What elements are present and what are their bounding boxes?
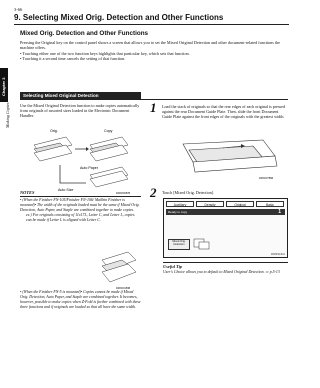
mixed-original-icon — [193, 237, 211, 251]
chapter-tab-label: Chapter 3 — [1, 77, 6, 96]
page-number: 3-66 — [14, 7, 23, 12]
note-text: • (When the Finisher FN-105/Finisher FN-106/ Mailbin Finisher is mounted)• The width of the originals loaded must be the same if Mixed Orig. Detection, Auto Paper, and Staple are combined together to make copies. — [20, 198, 140, 212]
diagram-label-auto-size: Auto Size — [58, 188, 74, 192]
tab-density[interactable]: Density — [196, 201, 224, 207]
original-stack-icon — [34, 137, 72, 161]
intro-bullet: • Touching it a second time cancels the setting of that function. — [20, 55, 126, 61]
note-item — [20, 198, 141, 223]
figure-code: 4663O0153B — [116, 287, 131, 290]
arrow-head-icon — [86, 147, 89, 151]
figure-code: 4663P113CA — [270, 253, 285, 256]
sidebar-section-label: Making Copies — [5, 102, 10, 128]
mixed-orig-detection-button[interactable]: Mixed Orig. Detection — [168, 239, 190, 250]
tab-basic[interactable]: Basic — [256, 201, 284, 207]
note-example: ex.) For originals consisting of 11x17L, Letter C, and Letter L, copies can be made if Letter L is aligned with Letter C. — [26, 213, 135, 222]
control-panel-screen — [163, 198, 288, 258]
copy-stack-icon — [90, 137, 128, 161]
section-intro — [20, 40, 282, 61]
figure-code: 4663O0756B — [259, 177, 274, 180]
useful-tip-heading: Useful Tip — [163, 264, 182, 269]
copy-count: 1 — [278, 209, 281, 215]
note-item: • (When the Finisher FN-5 is mounted)• Copies cannot be made if Mixed Orig. Detection, Auto Paper, and Staple are combined together. It becomes, however, possible to make copies when Z-Fold is further combined with these three functions and if originals are loaded so that all have the same width. — [20, 290, 141, 309]
diagram-label-auto-paper: Auto Paper — [80, 166, 98, 170]
title-divider — [14, 24, 289, 25]
tab-original[interactable]: Original — [226, 201, 254, 207]
status-bar: Ready to copy — [166, 209, 285, 215]
useful-tip-text: User's Choice allows you to default to Mixed Original Detection. ⇒ p.5-13 — [163, 270, 280, 274]
diagram-label-orig: Orig. — [50, 129, 58, 133]
subsection-heading: Selecting Mixed Original Detection — [20, 92, 141, 99]
subsection-description: Use the Mixed Original Detection function to make copies automatically from originals of assorted sizes loaded in the Electronic Document Handler. — [20, 103, 140, 119]
tip-divider — [163, 262, 288, 263]
diagram-label-copy: Copy — [104, 129, 113, 133]
step-number: 1 — [150, 100, 157, 115]
tab-auxiliary[interactable]: Auxiliary — [166, 201, 194, 207]
figure-code: 4663O0057B — [116, 192, 131, 195]
step-text: Load the stack of originals so that the rear edges of each original is pressed against the rear Document Guide Plate. Then, slide the front Document Guide Plate against the front edges of the originals with the greatest width. — [162, 104, 285, 120]
intro-paragraph: Pressing the Original key on the control panel shows a screen that allows you to set the Mixed Original Detection and other document-related functions the machine offers. — [20, 40, 281, 51]
page-title: 9. Selecting Mixed Orig. Detection and Other Functions — [14, 13, 224, 22]
notes-heading: NOTES — [20, 190, 35, 195]
document-handler-figure — [163, 138, 288, 180]
auto-size-stack-icon — [90, 167, 128, 187]
notes-divider — [20, 196, 141, 197]
step-number: 2 — [150, 185, 157, 200]
mixed-original-diagram — [20, 125, 141, 195]
intro-bullet: • Touching either one of the two function keys highlights that particular key, which sets that function. — [20, 50, 190, 56]
section-title: Mixed Orig. Detection and Other Functions — [20, 30, 149, 37]
step-text: Touch [Mixed Orig. Detection]. — [162, 190, 215, 195]
original-alignment-figure — [98, 248, 140, 290]
